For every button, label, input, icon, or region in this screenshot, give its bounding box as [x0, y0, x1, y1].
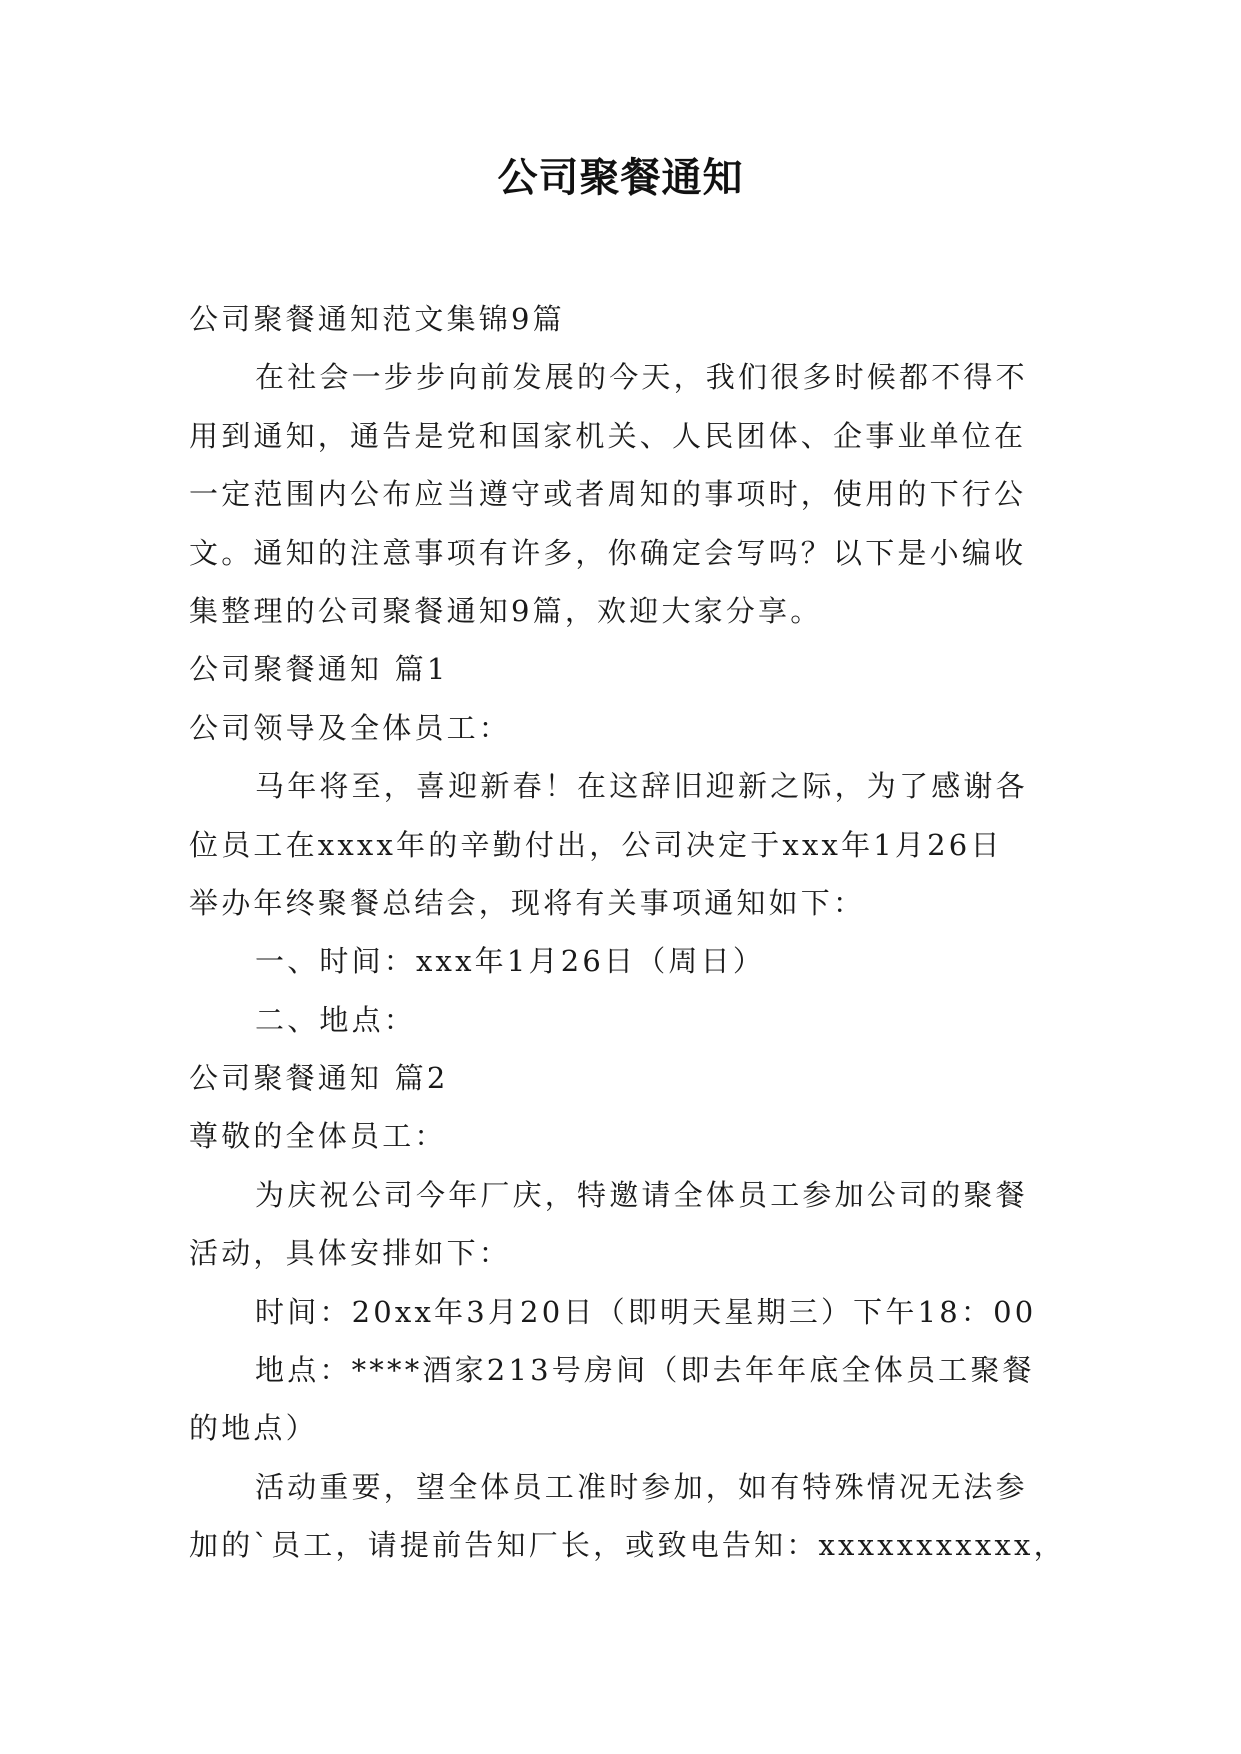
section-heading: 公司聚餐通知 篇2 [189, 1061, 449, 1096]
paragraph-line: 马年将至，喜迎新春！在这辞旧迎新之际，为了感谢各 [255, 769, 1028, 804]
intro-paragraph-line: 集整理的公司聚餐通知9篇，欢迎大家分享。 [189, 593, 823, 628]
detail-location-continued: 的地点） [189, 1411, 318, 1446]
collection-heading: 公司聚餐通知范文集锦9篇 [189, 302, 565, 336]
paragraph-line: 加的`员工，请提前告知厂长，或致电告知：xxxxxxxxxxx， [189, 1528, 1066, 1563]
document-title: 公司聚餐通知 [497, 154, 744, 201]
list-item-location: 二、地点： [255, 1002, 417, 1037]
paragraph-line: 位员工在xxxx年的辛勤付出，公司决定于xxx年1月26日 [189, 827, 1003, 862]
paragraph-line: 举办年终聚餐总结会，现将有关事项通知如下： [189, 885, 866, 920]
document-body [189, 290, 1066, 1575]
detail-time: 时间：20xx年3月20日（即明天星期三）下午18：00 [255, 1294, 1037, 1329]
section-heading: 公司聚餐通知 篇1 [189, 652, 449, 687]
salutation: 尊敬的全体员工： [189, 1119, 447, 1154]
paragraph-line: 活动重要，望全体员工准时参加，如有特殊情况无法参 [255, 1469, 1028, 1504]
list-item-time: 一、时间：xxx年1月26日（周日） [255, 944, 766, 979]
paragraph-line: 为庆祝公司今年厂庆，特邀请全体员工参加公司的聚餐 [255, 1177, 1028, 1212]
intro-paragraph-line: 一定范围内公布应当遵守或者周知的事项时，使用的下行公 [189, 477, 1027, 512]
intro-paragraph-line: 文。通知的注意事项有许多，你确定会写吗？以下是小编收 [189, 535, 1027, 570]
intro-paragraph-line: 在社会一步步向前发展的今天，我们很多时候都不得不 [255, 360, 1028, 395]
salutation: 公司领导及全体员工： [189, 710, 512, 745]
intro-paragraph-line: 用到通知，通告是党和国家机关、人民团体、企事业单位在 [189, 418, 1027, 453]
detail-location: 地点：****酒家213号房间（即去年年底全体员工聚餐 [255, 1353, 1035, 1388]
paragraph-line: 活动，具体安排如下： [189, 1236, 512, 1271]
